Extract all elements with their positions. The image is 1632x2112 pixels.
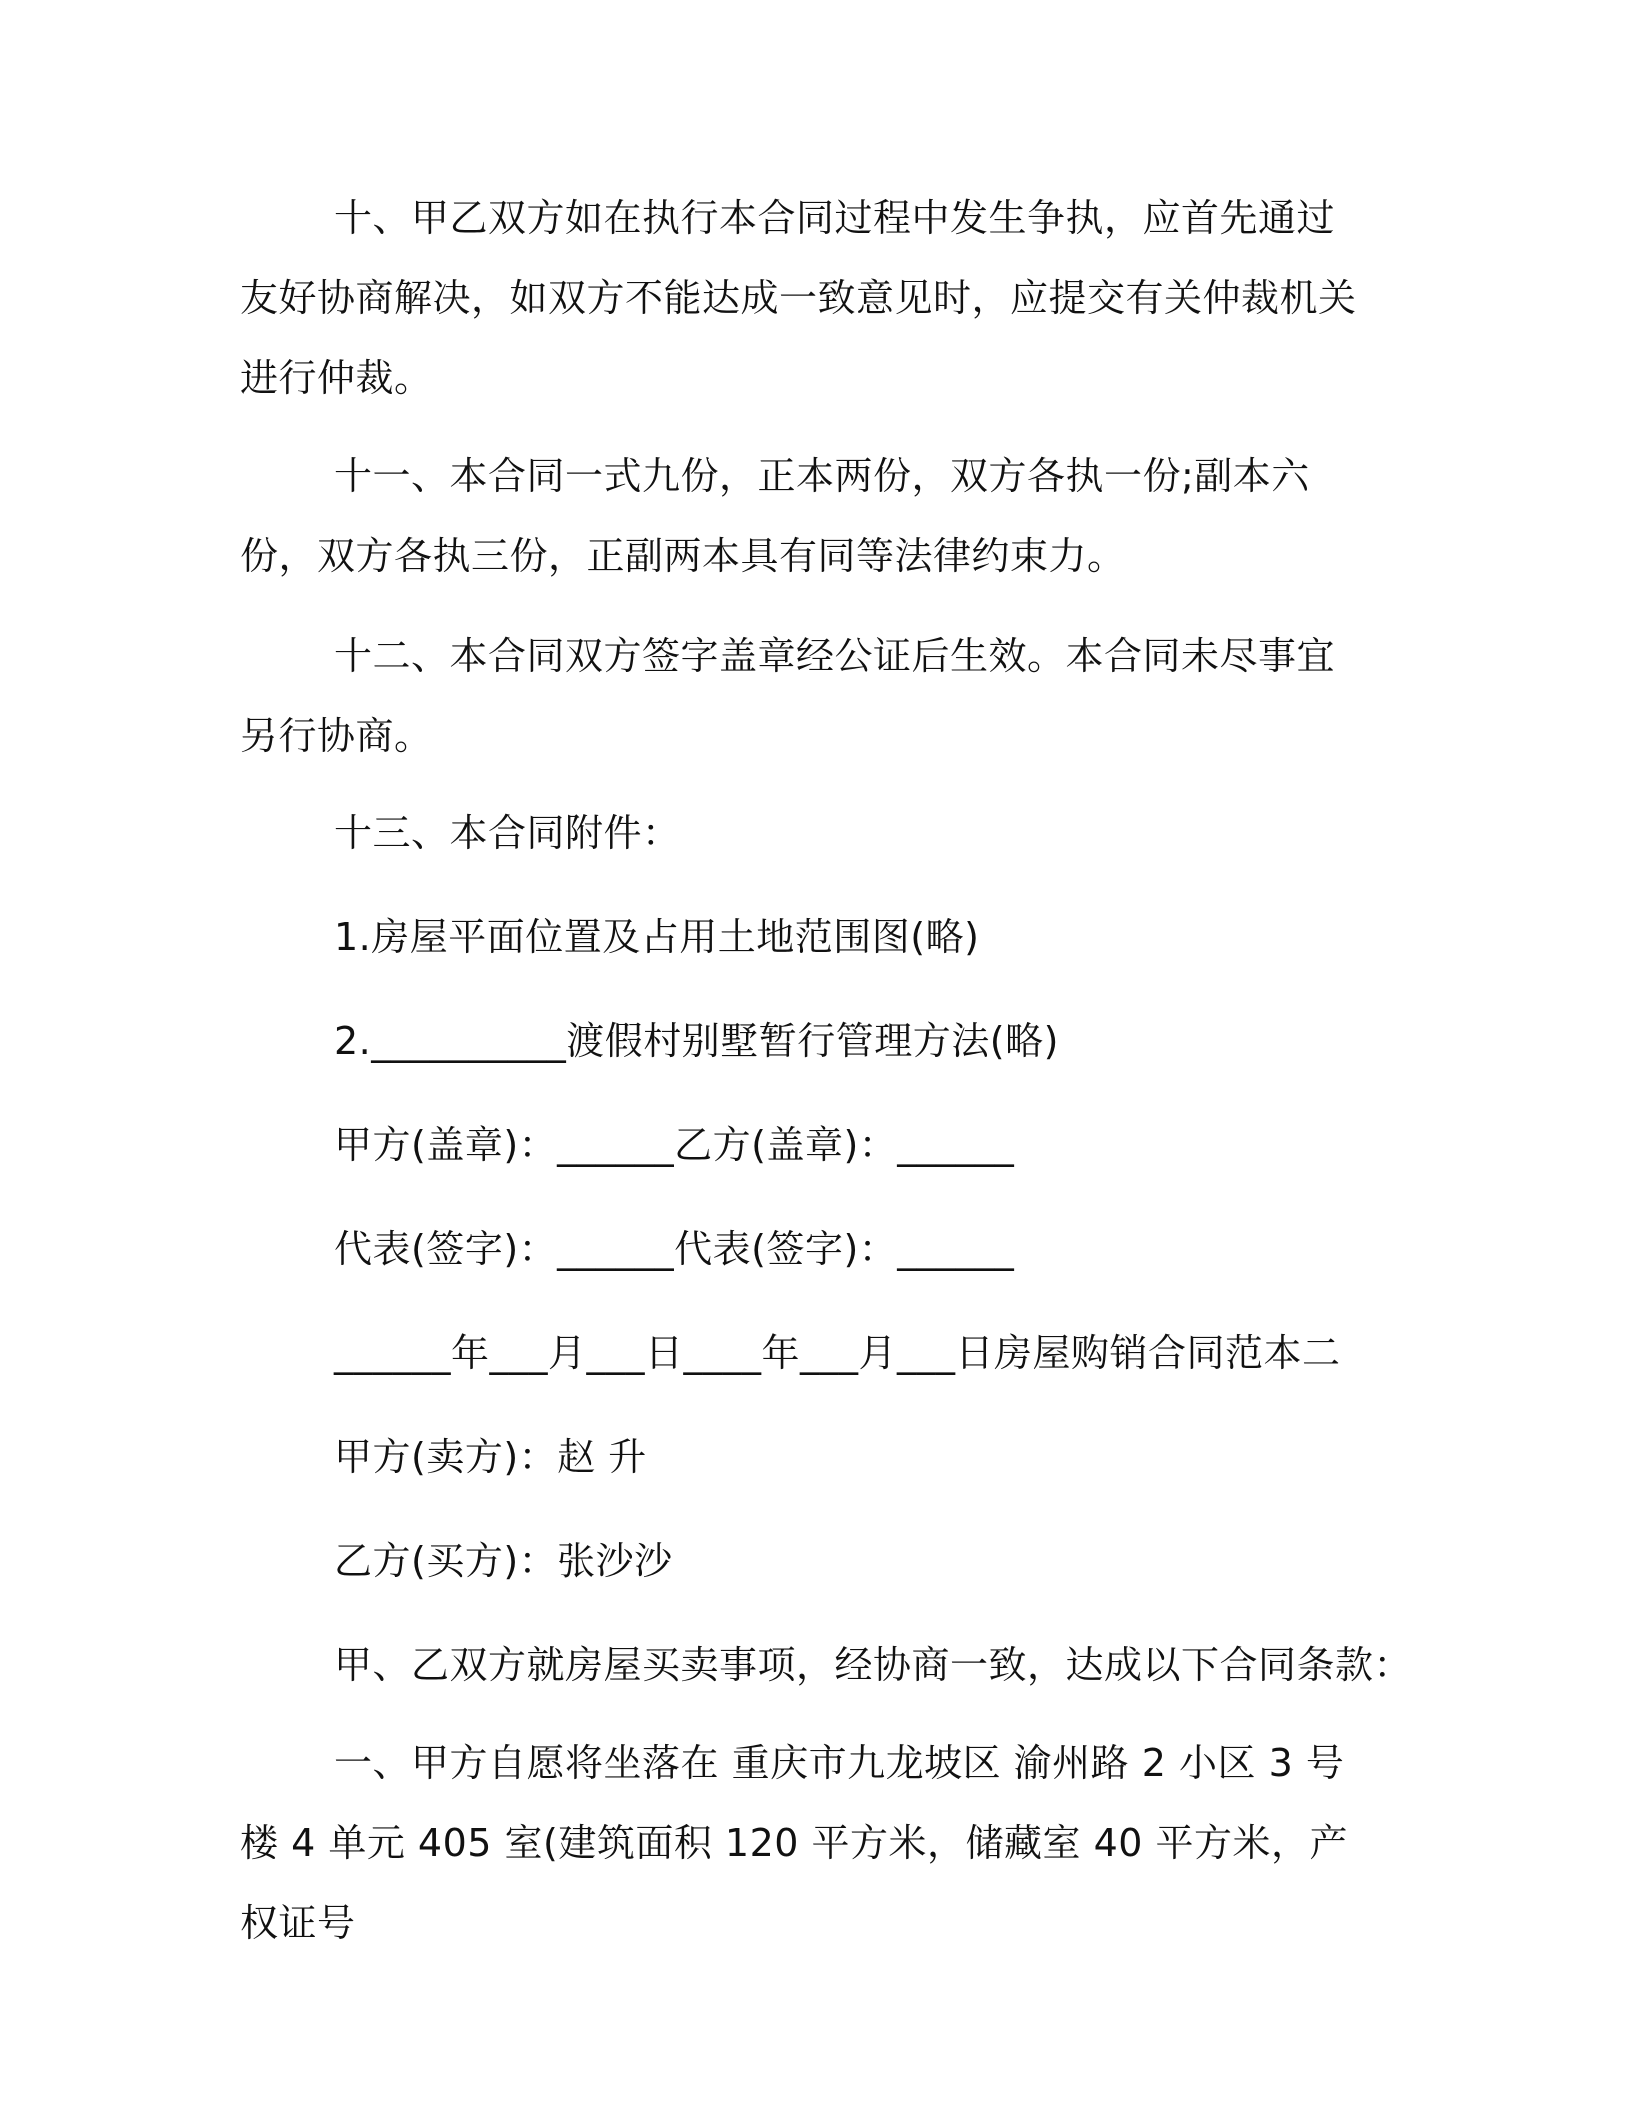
attachment-1-line: 1.房屋平面位置及占用土地范围图(略) <box>334 915 980 959</box>
representative-signature-line: 代表(签字)：______代表(签字)：______ <box>334 1227 1015 1271</box>
date-and-title-line: ______年___月___日____年___月___日房屋购销合同范本二 <box>334 1331 1341 1375</box>
clause-12-paragraph: 十二、本合同双方签字盖章经公证后生效。本合同未尽事宜另行协商。 <box>240 634 1336 758</box>
clause-1-paragraph: 一、甲方自愿将坐落在 重庆市九龙坡区 渝州路 2 小区 3 号楼 4 单元 405 室(建筑面积 120 平方米，储藏室 40 平方米，产权证号 <box>240 1741 1349 1945</box>
clause-13-heading: 十三、本合同附件： <box>334 811 681 855</box>
clause-11-paragraph: 十一、本合同一式九份，正本两份，双方各执一份;副本六份，双方各执三份，正副两本具有同等法律约束力。 <box>240 454 1310 578</box>
preamble-line: 甲、乙双方就房屋买卖事项，经协商一致，达成以下合同条款： <box>334 1643 1413 1687</box>
attachment-2-line: 2.__________渡假村别墅暂行管理方法(略) <box>334 1019 1059 1063</box>
seal-signature-line: 甲方(盖章)：______乙方(盖章)：______ <box>334 1123 1015 1167</box>
party-a-seller-line: 甲方(卖方)：赵 升 <box>334 1435 647 1479</box>
party-b-buyer-line: 乙方(买方)：张沙沙 <box>334 1539 673 1583</box>
clause-10-paragraph: 十、甲乙双方如在执行本合同过程中发生争执，应首先通过友好协商解决，如双方不能达成一致意见时，应提交有关仲裁机关进行仲裁。 <box>240 196 1357 400</box>
